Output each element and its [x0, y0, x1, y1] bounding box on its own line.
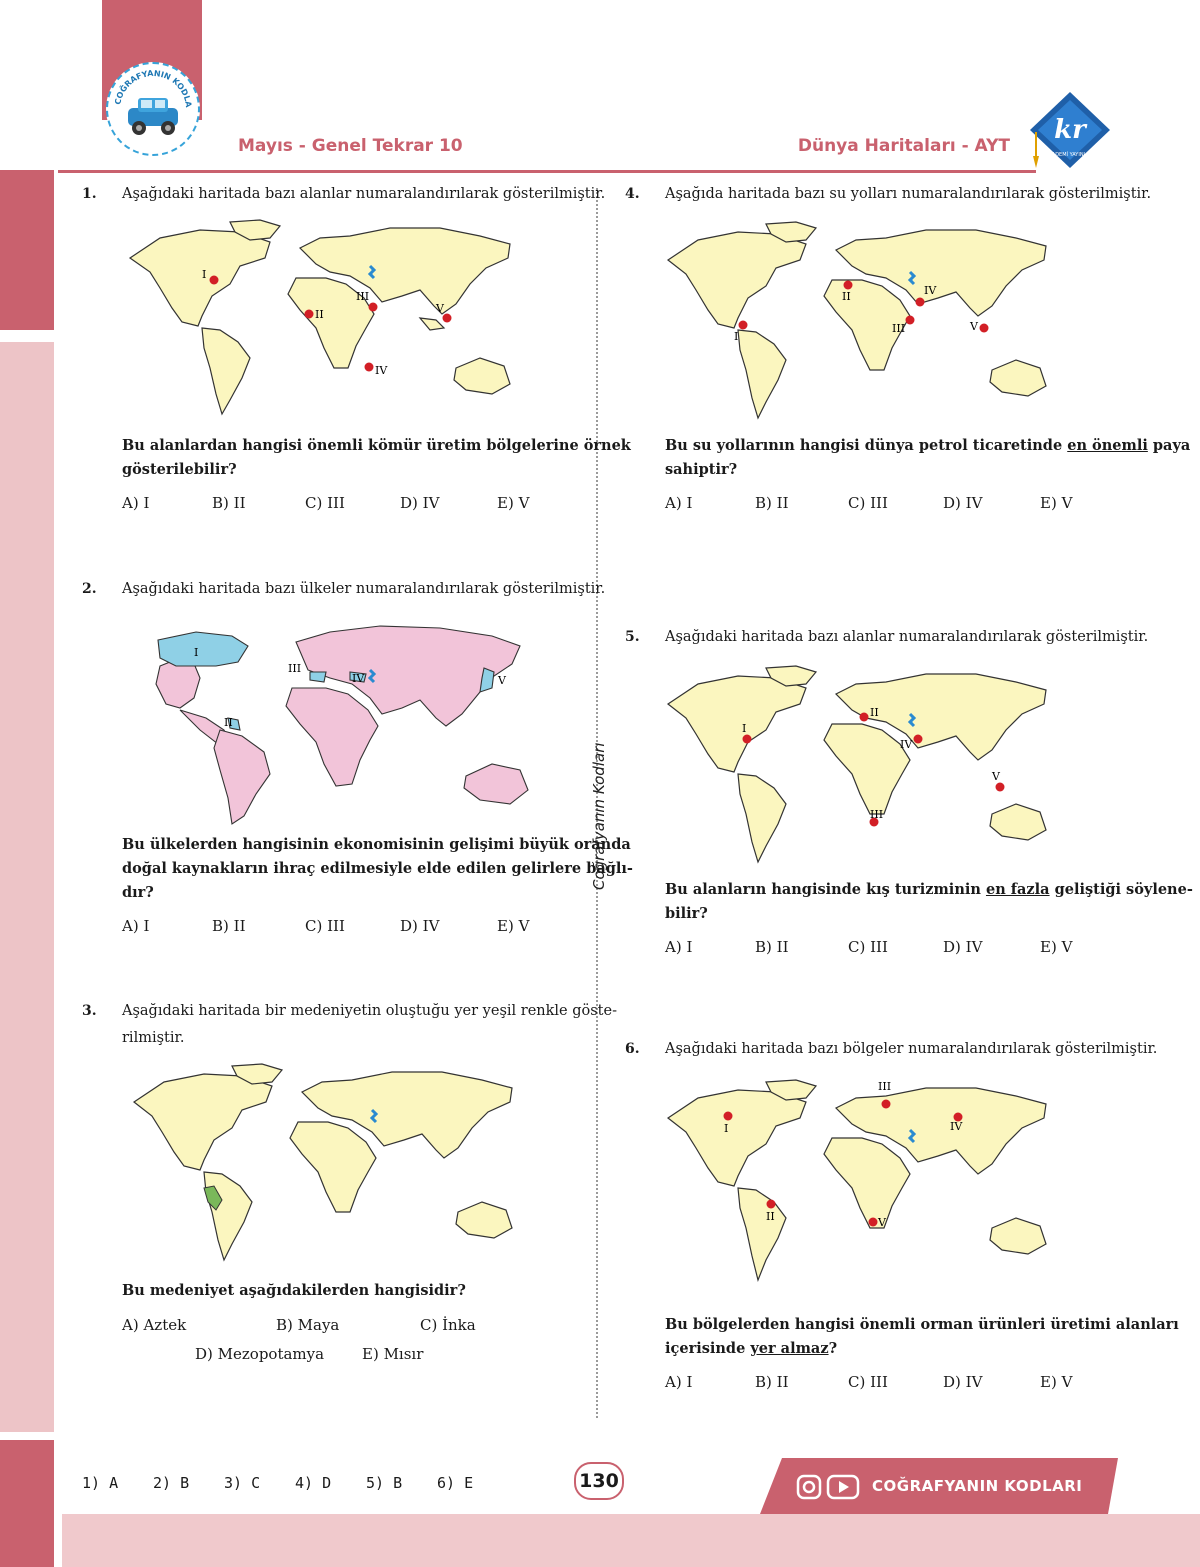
svg-text:I: I [194, 646, 199, 659]
option-a[interactable]: A) I [665, 938, 693, 956]
svg-text:II: II [224, 716, 233, 729]
option-b[interactable]: B) II [755, 938, 789, 956]
bottom-strip [62, 1514, 1200, 1567]
question-3-intro-line2: rilmiştir. [122, 1030, 185, 1046]
option-e[interactable]: E) V [497, 917, 530, 935]
svg-text:IV: IV [375, 364, 388, 377]
option-e[interactable]: E) V [497, 494, 530, 512]
svg-text:IV: IV [924, 284, 937, 297]
option-a[interactable]: A) I [665, 494, 693, 512]
svg-text:IV: IV [950, 1120, 963, 1133]
question-1-text-line2: gösterilebilir? [122, 461, 237, 478]
option-b[interactable]: B) II [212, 494, 246, 512]
svg-text:III: III [892, 322, 906, 335]
svg-text:III: III [878, 1080, 892, 1093]
question-2-text-line2: doğal kaynakların ihraç edilmesiyle elde edilen gelirlere bağlı- [122, 860, 633, 877]
question-6-text-line1: Bu bölgelerden hangisi önemli orman ürünleri üretimi alanları [665, 1316, 1179, 1333]
side-band-bottom [0, 1440, 54, 1567]
svg-text:V: V [498, 674, 506, 687]
question-5-number: 5. [625, 629, 640, 645]
svg-text:II: II [766, 1210, 775, 1223]
svg-text:II: II [842, 290, 851, 303]
svg-text:V: V [992, 770, 1000, 783]
world-map-q1 [120, 218, 540, 418]
question-3-text: Bu medeniyet aşağıdakilerden hangisidir? [122, 1282, 466, 1299]
option-d[interactable]: D) IV [400, 494, 440, 512]
question-2-text-line1: Bu ülkelerden hangisinin ekonomisinin gelişimi büyük oranda [122, 836, 631, 853]
question-1-text-line1: Bu alanlardan hangisi önemli kömür üretim bölgelerine örnek [122, 437, 631, 454]
option-d[interactable]: D) IV [400, 917, 440, 935]
option-d[interactable]: D) Mezopotamya [195, 1345, 325, 1363]
answer-6: 6) E [437, 1474, 474, 1492]
option-c[interactable]: C) III [848, 1373, 888, 1391]
option-a[interactable]: A) I [665, 1373, 693, 1391]
world-map-q2 [120, 618, 550, 828]
svg-text:III: III [356, 290, 370, 303]
svg-text:II: II [315, 308, 324, 321]
option-e[interactable]: E) V [1040, 494, 1073, 512]
svg-text:COĞRAFYANIN KODLARI: COĞRAFYANIN KODLA [113, 68, 194, 108]
option-d[interactable]: D) IV [943, 494, 983, 512]
answer-2: 2) B [153, 1474, 190, 1492]
side-band-top [0, 170, 54, 330]
question-5-text-line1: Bu alanların hangisinde kış turizminin en fazla geliştiği söylene- [665, 881, 1193, 898]
question-3-intro-line1: Aşağıdaki haritada bir medeniyetin oluştuğu yer yeşil renkle göste- [122, 1003, 617, 1019]
car-icon [108, 64, 198, 154]
header-right-title: Dünya Haritaları - AYT [797, 136, 1010, 156]
svg-text:III: III [870, 808, 884, 821]
answer-4: 4) D [295, 1474, 332, 1492]
world-map-q5 [662, 662, 1082, 867]
question-6-intro: Aşağıdaki haritada bazı bölgeler numaralandırılarak gösterilmiştir. [665, 1041, 1158, 1057]
option-e[interactable]: E) V [1040, 1373, 1073, 1391]
question-4-text-line1: Bu su yollarının hangisi dünya petrol ticaretinde en önemli paya [665, 437, 1191, 454]
svg-text:IV: IV [352, 672, 365, 685]
svg-text:AKADEMİ YAYINLARI: AKADEMİ YAYINLARI [1045, 152, 1095, 158]
header-rule [58, 170, 1036, 173]
option-b[interactable]: B) Maya [276, 1316, 340, 1334]
option-e[interactable]: E) V [1040, 938, 1073, 956]
option-a[interactable]: A) Aztek [122, 1316, 187, 1334]
page-number: 130 [574, 1462, 624, 1500]
question-2-text-line3: dır? [122, 884, 154, 901]
world-map-q6 [662, 1076, 1082, 1286]
option-c[interactable]: C) İnka [420, 1316, 476, 1334]
world-map-q3 [120, 1060, 540, 1265]
svg-text:V: V [970, 320, 978, 333]
question-4-text-line2: sahiptir? [665, 461, 738, 478]
question-4-intro: Aşağıda haritada bazı su yolları numaralandırılarak gösterilmiştir. [665, 186, 1152, 202]
option-b[interactable]: B) II [755, 494, 789, 512]
option-c[interactable]: C) III [305, 494, 345, 512]
question-4-number: 4. [625, 186, 640, 202]
option-a[interactable]: A) I [122, 917, 150, 935]
publisher-logo [106, 62, 200, 156]
svg-text:I: I [742, 722, 747, 735]
question-5-intro: Aşağıdaki haritada bazı alanlar numaralandırılarak gösterilmiştir. [665, 629, 1149, 645]
svg-text:II: II [870, 706, 879, 719]
svg-text:III: III [288, 662, 302, 675]
question-1-intro: Aşağıdaki haritada bazı alanlar numaralandırılarak gösterilmiştir. [122, 186, 606, 202]
answer-3: 3) C [224, 1474, 261, 1492]
option-c[interactable]: C) III [305, 917, 345, 935]
option-a[interactable]: A) I [122, 494, 150, 512]
question-2-number: 2. [82, 581, 97, 597]
header-left-title: Mayıs - Genel Tekrar 10 [238, 136, 463, 156]
option-b[interactable]: B) II [755, 1373, 789, 1391]
question-5-text-line2: bilir? [665, 905, 708, 922]
svg-text:Coğrafyanın Kodları: Coğrafyanın Kodları [590, 742, 608, 890]
svg-text:I: I [724, 1122, 729, 1135]
question-3-number: 3. [82, 1003, 97, 1019]
option-c[interactable]: C) III [848, 938, 888, 956]
question-1-number: 1. [82, 186, 97, 202]
svg-text:I: I [202, 268, 207, 281]
option-b[interactable]: B) II [212, 917, 246, 935]
svg-text:V: V [436, 302, 444, 315]
svg-text:I: I [734, 330, 739, 343]
question-2-intro: Aşağıdaki haritada bazı ülkeler numaralandırılarak gösterilmiştir. [122, 581, 606, 597]
option-d[interactable]: D) IV [943, 1373, 983, 1391]
world-map-q4 [662, 218, 1082, 423]
answer-5: 5) B [366, 1474, 403, 1492]
option-e[interactable]: E) Mısır [362, 1345, 424, 1363]
question-6-number: 6. [625, 1041, 640, 1057]
question-6-text-line2: içerisinde yer almaz? [665, 1340, 838, 1357]
svg-text:IV: IV [900, 738, 913, 751]
kr-brand-logo [1022, 90, 1112, 170]
svg-text:V: V [878, 1216, 886, 1229]
svg-text:kr: kr [1054, 115, 1086, 145]
brand-name: COĞRAFYANIN KODLARI [872, 1477, 1083, 1495]
answer-1: 1) A [82, 1474, 119, 1492]
option-d[interactable]: D) IV [943, 938, 983, 956]
side-band-middle [0, 342, 54, 1432]
option-c[interactable]: C) III [848, 494, 888, 512]
